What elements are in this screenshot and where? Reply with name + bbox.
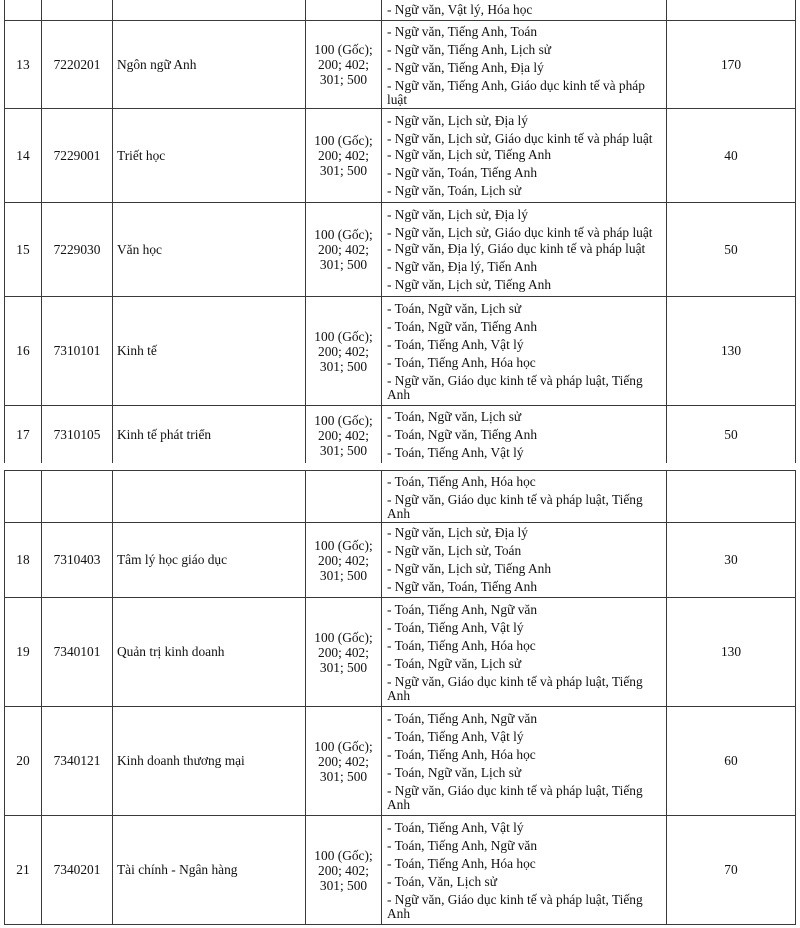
table-row <box>5 406 796 465</box>
row-number-cell <box>5 0 42 21</box>
program-code-cell: 7340201 <box>42 816 113 925</box>
admission-method-line: 100 (Gốc); <box>314 42 373 57</box>
subject-combination: - Ngữ văn, Tiếng Anh, Toán <box>387 23 538 39</box>
subject-combination: - Toán, Tiếng Anh, Vật lý <box>387 337 524 352</box>
quota-cell: 50 <box>667 203 796 297</box>
admission-methods-cell <box>306 297 382 406</box>
subject-combination-list <box>387 473 664 521</box>
subject-combinations-cell <box>382 0 667 21</box>
subject-combination: - Toán, Ngữ văn, Lịch sử <box>387 765 522 780</box>
subject-combination: - Ngữ văn, Giáo dục kinh tế và pháp luật, Tiếng Anh <box>387 892 643 921</box>
program-name-cell: Văn học <box>113 203 306 297</box>
subject-combination: - Ngữ văn, Giáo dục kinh tế và pháp luật, Tiếng Anh <box>387 674 643 703</box>
subject-combination: - Ngữ văn, Lịch sử, Giáo dục kinh tế và pháp luật <box>387 130 653 146</box>
row-number-cell: 18 <box>5 523 42 598</box>
row-number-cell: 13 <box>5 21 42 109</box>
subject-combination: - Ngữ văn, Giáo dục kinh tế và pháp luật, Tiếng Anh <box>387 373 643 402</box>
admissions-table-part-1 <box>4 0 796 465</box>
program-code-cell: 7310403 <box>42 523 113 598</box>
subject-combination-list <box>387 112 664 200</box>
subject-combination: - Toán, Tiếng Anh, Vật lý <box>387 620 524 635</box>
program-name-cell: Ngôn ngữ Anh <box>113 21 306 109</box>
subject-combination-list <box>387 819 664 921</box>
admission-method-line: 301; 500 <box>319 659 368 675</box>
subject-combinations-cell <box>382 523 667 598</box>
subject-combination: - Toán, Ngữ văn, Lịch sử <box>387 301 522 316</box>
program-name-cell: Triết học <box>113 109 306 203</box>
subject-combinations-cell <box>382 109 667 203</box>
row-number-cell: 19 <box>5 598 42 707</box>
program-code-cell: 7229030 <box>42 203 113 297</box>
subject-combination: - Ngữ văn, Lịch sử, Địa lý <box>387 525 528 540</box>
subject-combination: - Toán, Tiếng Anh, Hóa học <box>387 856 536 871</box>
subject-combinations-cell <box>382 21 667 109</box>
quota-cell: 130 <box>667 598 796 707</box>
subject-combination: - Toán, Tiếng Anh, Ngữ văn <box>387 602 538 617</box>
subject-combinations-cell <box>382 598 667 707</box>
program-code-cell <box>42 471 113 523</box>
quota-cell: 50 <box>667 406 796 465</box>
row-number-cell: 14 <box>5 109 42 203</box>
subject-combination: - Ngữ văn, Toán, Tiếng Anh <box>387 579 538 594</box>
admission-method-line: 301; 500 <box>319 768 368 784</box>
subject-combination: - Toán, Ngữ văn, Lịch sử <box>387 656 522 671</box>
admissions-table-part-2 <box>4 470 796 925</box>
subject-combination: - Ngữ văn, Lịch sử, Toán <box>387 543 522 558</box>
subject-combination: - Toán, Tiếng Anh, Hóa học <box>387 355 536 370</box>
row-number-cell: 15 <box>5 203 42 297</box>
subject-combination: - Ngữ văn, Tiếng Anh, Địa lý <box>387 59 544 75</box>
program-name-cell: Tài chính - Ngân hàng <box>113 816 306 925</box>
subject-combination: - Toán, Tiếng Anh, Hóa học <box>387 473 536 489</box>
subject-combination: - Ngữ văn, Lịch sử, Địa lý <box>387 112 528 128</box>
admission-method-line: 200; 402; <box>318 148 369 163</box>
admission-methods-cell <box>306 471 382 523</box>
subject-combinations-cell <box>382 707 667 816</box>
subject-combination-list <box>387 710 664 812</box>
subject-combination: - Ngữ văn, Giáo dục kinh tế và pháp luật, Tiếng Anh <box>387 491 643 521</box>
quota-cell: 30 <box>667 523 796 598</box>
subject-combination-list <box>387 300 664 402</box>
subject-combination: - Toán, Ngữ văn, Lịch sử <box>387 409 522 424</box>
subject-combinations-cell <box>382 471 667 523</box>
program-name-cell: Tâm lý học giáo dục <box>113 523 306 598</box>
quota-cell: 70 <box>667 816 796 925</box>
table-row <box>5 523 796 598</box>
subject-combination-list <box>387 408 664 462</box>
subject-combination: - Ngữ văn, Lịch sử, Tiếng Anh <box>387 146 552 162</box>
program-name-cell <box>113 471 306 523</box>
table-row <box>5 21 796 109</box>
admission-method-line: 301; 500 <box>319 257 368 272</box>
quota-cell: 130 <box>667 297 796 406</box>
admission-methods-cell <box>306 523 382 598</box>
subject-combination-list <box>387 23 664 107</box>
program-name-cell: Kinh doanh thương mại <box>113 707 306 816</box>
subject-combination: - Toán, Ngữ văn, Tiếng Anh <box>387 427 538 442</box>
admission-method-line: 301; 500 <box>319 163 368 178</box>
subject-combination: - Ngữ văn, Địa lý, Tiến Anh <box>387 258 538 274</box>
admission-methods-cell <box>306 816 382 925</box>
program-name-cell: Kinh tế <box>113 297 306 406</box>
quota-cell <box>667 471 796 523</box>
subject-combinations-cell <box>382 297 667 406</box>
quota-cell: 60 <box>667 707 796 816</box>
subject-combination: - Toán, Tiếng Anh, Vật lý <box>387 729 524 744</box>
subject-combination: - Ngữ văn, Tiếng Anh, Giáo dục kinh tế và pháp luật <box>387 77 645 107</box>
admission-methods-cell <box>306 0 382 21</box>
admission-method-line: 301; 500 <box>319 877 368 893</box>
admission-method-line: 100 (Gốc); <box>314 738 373 754</box>
row-number-cell <box>5 471 42 523</box>
subject-combination: - Toán, Tiếng Anh, Hóa học <box>387 747 536 762</box>
admission-method-line: 100 (Gốc); <box>314 537 373 553</box>
subject-combination: - Toán, Văn, Lịch sử <box>387 874 497 889</box>
admission-method-line: 200; 402; <box>318 644 369 660</box>
subject-combination: - Toán, Tiếng Anh, Vật lý <box>387 820 524 835</box>
admission-method-line: 100 (Gốc); <box>314 847 373 863</box>
subject-combination: - Ngữ văn, Tiếng Anh, Lịch sử <box>387 41 552 57</box>
subject-combinations-cell <box>382 406 667 465</box>
program-code-cell: 7340101 <box>42 598 113 707</box>
subject-combination-list <box>387 206 664 294</box>
subject-combination: - Toán, Tiếng Anh, Hóa học <box>387 638 536 653</box>
table-row <box>5 203 796 297</box>
admission-method-line: 100 (Gốc); <box>314 227 373 242</box>
admission-method-line: 100 (Gốc); <box>314 629 373 645</box>
subject-combination: - Toán, Tiếng Anh, Vật lý <box>387 445 524 460</box>
quota-cell <box>667 0 796 21</box>
subject-combination: - Toán, Tiếng Anh, Ngữ văn <box>387 711 538 726</box>
admission-method-line: 200; 402; <box>318 343 369 359</box>
admission-method-line: 100 (Gốc); <box>314 328 373 344</box>
subject-combinations-cell <box>382 203 667 297</box>
subject-combination: - Ngữ văn, Giáo dục kinh tế và pháp luật, Tiếng Anh <box>387 783 643 812</box>
table-row <box>5 707 796 816</box>
admission-methods-cell <box>306 598 382 707</box>
table-row <box>5 109 796 203</box>
table-row-continuation <box>5 471 796 523</box>
row-number-cell: 17 <box>5 406 42 465</box>
admission-method-line: 100 (Gốc); <box>314 133 373 148</box>
table-row-continuation <box>5 0 796 21</box>
program-code-cell: 7310105 <box>42 406 113 465</box>
table-row <box>5 297 796 406</box>
subject-combination: - Ngữ văn, Lịch sử, Địa lý <box>387 206 528 222</box>
subject-combination: - Ngữ văn, Lịch sử, Giáo dục kinh tế và pháp luật <box>387 224 653 240</box>
admission-methods-cell <box>306 406 382 465</box>
subject-combination: - Ngữ văn, Lịch sử, Tiếng Anh <box>387 276 552 292</box>
admission-method-line: 301; 500 <box>319 567 368 583</box>
program-name-cell <box>113 0 306 21</box>
subject-combination: - Ngữ văn, Lịch sử, Tiếng Anh <box>387 561 552 576</box>
program-code-cell: 7229001 <box>42 109 113 203</box>
admission-method-line: 200; 402; <box>318 862 369 878</box>
quota-cell: 170 <box>667 21 796 109</box>
program-code-cell: 7220201 <box>42 21 113 109</box>
program-code-cell: 7310101 <box>42 297 113 406</box>
subject-combinations-cell <box>382 816 667 925</box>
row-number-cell: 20 <box>5 707 42 816</box>
admission-methods-cell <box>306 21 382 109</box>
admission-methods-cell <box>306 109 382 203</box>
admission-methods-cell <box>306 203 382 297</box>
subject-combination-list <box>387 1 664 19</box>
admission-method-line: 200; 402; <box>318 552 369 568</box>
table-row <box>5 816 796 925</box>
admission-method-line: 200; 402; <box>318 753 369 769</box>
admission-method-line: 301; 500 <box>319 442 368 458</box>
program-name-cell: Kinh tế phát triển <box>113 406 306 465</box>
row-number-cell: 21 <box>5 816 42 925</box>
subject-combination: - Ngữ văn, Toán, Tiếng Anh <box>387 164 538 180</box>
program-code-cell: 7340121 <box>42 707 113 816</box>
table-row <box>5 598 796 707</box>
admission-method-line: 200; 402; <box>318 57 369 72</box>
page-break <box>0 463 800 470</box>
subject-combination: - Toán, Ngữ văn, Tiếng Anh <box>387 319 538 334</box>
subject-combination: - Toán, Tiếng Anh, Ngữ văn <box>387 838 538 853</box>
subject-combination-list <box>387 524 664 596</box>
admission-method-line: 100 (Gốc); <box>314 412 373 428</box>
admission-method-line: 200; 402; <box>318 427 369 443</box>
program-code-cell <box>42 0 113 21</box>
admission-method-line: 301; 500 <box>319 358 368 374</box>
subject-combination: - Ngữ văn, Vật lý, Hóa học <box>387 2 533 17</box>
admission-methods-cell <box>306 707 382 816</box>
subject-combination: - Ngữ văn, Địa lý, Giáo dục kinh tế và pháp luật <box>387 240 646 256</box>
admission-method-line: 200; 402; <box>318 242 369 257</box>
subject-combination: - Ngữ văn, Toán, Lịch sử <box>387 182 522 198</box>
row-number-cell: 16 <box>5 297 42 406</box>
subject-combination-list <box>387 601 664 703</box>
quota-cell: 40 <box>667 109 796 203</box>
program-name-cell: Quản trị kinh doanh <box>113 598 306 707</box>
admission-method-line: 301; 500 <box>319 72 368 87</box>
